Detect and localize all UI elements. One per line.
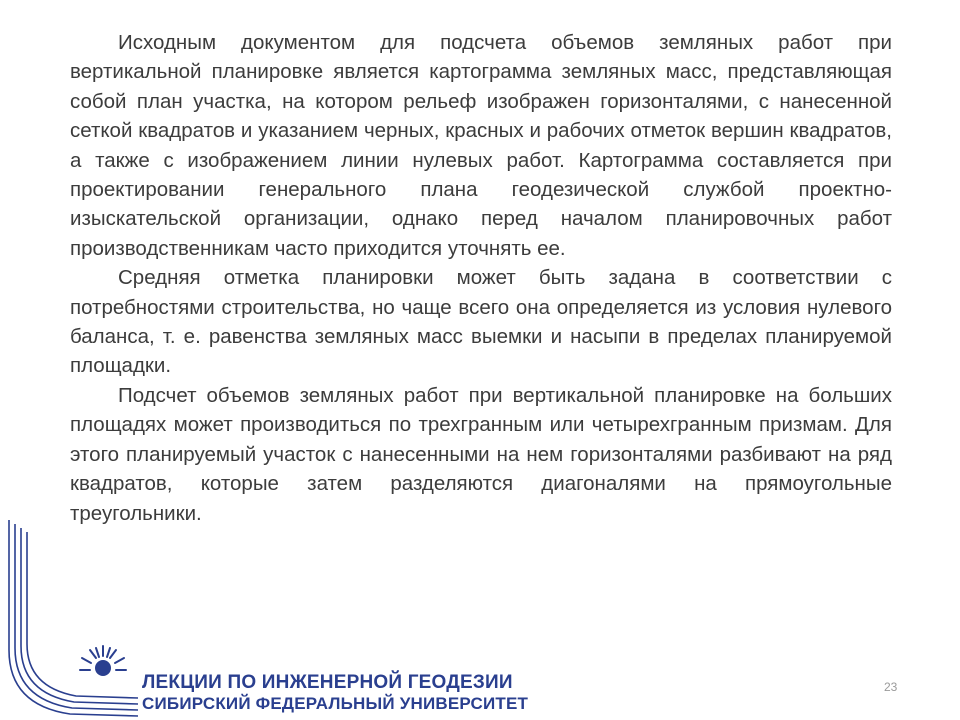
footer-university-name: СИБИРСКИЙ ФЕДЕРАЛЬНЫЙ УНИВЕРСИТЕТ <box>142 694 529 713</box>
decorative-swoosh-lines <box>0 500 140 720</box>
slide-body-text <box>70 28 892 528</box>
paragraph-1: Исходным документом для подсчета объемов земляных работ при вертикальной планировке является картограмма земляных масс, представляющая собой план участка, на котором рельеф изображен горизонталями, с нанесенной сеткой квадратов и указанием черных, красных и рабочих отметок вершин квадратов, а также с изображением линии нулевых работ. Картограмма составляется при проектировании генерального плана геодезической службой проектно-изыскательской организации, однако перед началом планировочных работ производственникам часто приходится уточнять ее. <box>70 31 892 260</box>
footer-course-title: ЛЕКЦИИ ПО ИНЖЕНЕРНОЙ ГЕОДЕЗИИ <box>142 672 513 693</box>
paragraph-3: Подсчет объемов земляных работ при вертикальной планировке на больших площадях может производиться по трехгранным или четырехгранным призмам. Для этого планируемый участок с нанесенными на нем горизонталями разбивают на ряд квадратов, которые затем разделяются диагоналями на прямоугольные треугольники. <box>70 383 892 525</box>
paragraph-2: Средняя отметка планировки может быть задана в соответствии с потребностями строительства, но чаще всего она определяется из условия нулевого баланса, т. е. равенства земляных масс выемки и насыпи в пределах планируемой площадки. <box>70 266 892 378</box>
sfu-sun-logo-icon <box>80 646 126 676</box>
page-number: 23 <box>884 680 898 694</box>
